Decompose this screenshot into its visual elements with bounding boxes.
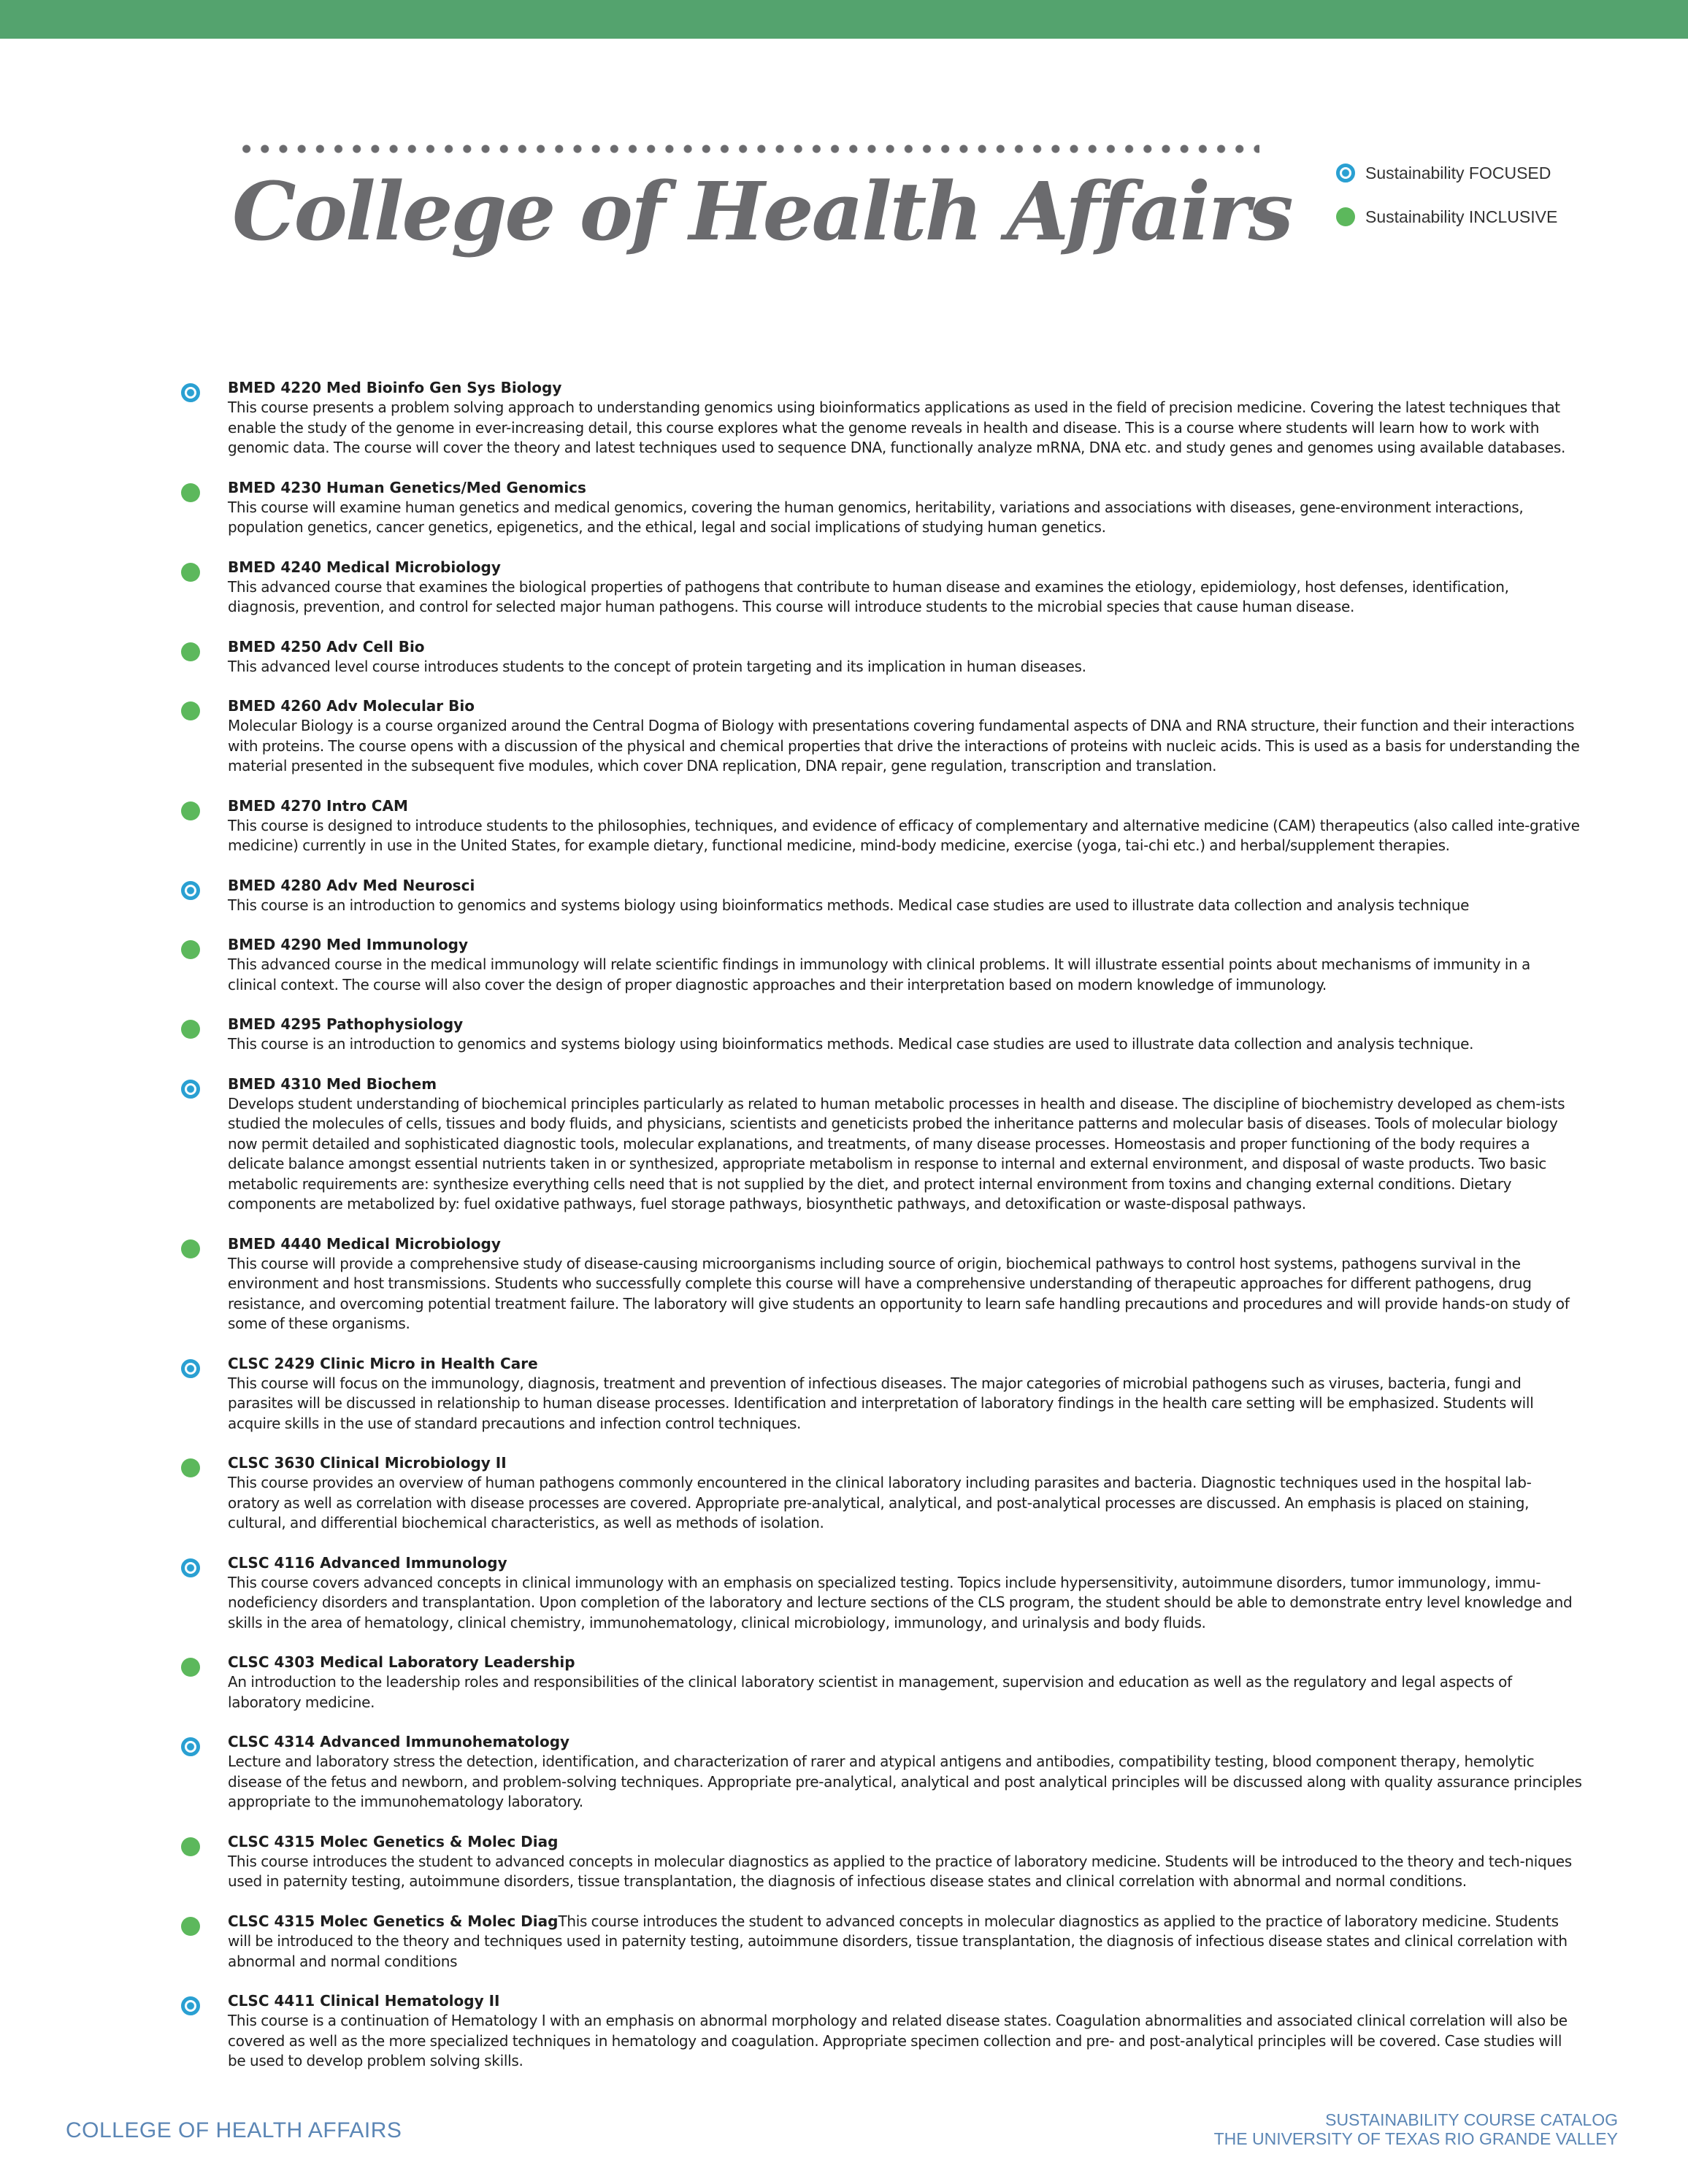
course-entry — [181, 1991, 1583, 2072]
legend — [1336, 161, 1557, 248]
course-entry — [181, 558, 1583, 618]
course-description: This advanced level course introduces students to the concept of protein targeting and its implication in human diseases. — [228, 657, 1086, 675]
focused-icon — [181, 1737, 200, 1756]
inclusive-icon — [181, 940, 200, 959]
course-entry — [181, 1234, 1583, 1334]
legend-label-inclusive: Sustainability INCLUSIVE — [1365, 207, 1558, 226]
course-title: BMED 4440 Medical Microbiology — [228, 1234, 501, 1253]
course-description: This advanced course in the medical immunology will relate scientific findings in immunology with clinical problems. It will illustrate essential points about mechanisms of immunity in a clinical context. The course will also cover the design of proper diagnostic approaches and their interpretation based on modern knowledge of immunology. — [228, 956, 1530, 993]
course-entry — [181, 478, 1583, 538]
course-description: This course will provide a comprehensive study of disease-causing microorganisms including source of origin, biochemical pathways to control host systems, pathogens survival in the environment and host transmissions. Students who successfully complete this course will have a comprehensive understanding of therapeutic approaches for different pathogens, drug resistance, and overcoming potential treatment failure. The laboratory will give students an opportunity to learn safe handling precautions and procedures and will provide hands-on study of some of these organisms. — [228, 1254, 1570, 1332]
course-title: CLSC 2429 Clinic Micro in Health Care — [228, 1354, 538, 1372]
course-description: Molecular Biology is a course organized around the Central Dogma of Biology with presentations covering fundamental aspects of DNA and RNA structure, their function and their interactions with proteins. The course opens with a discussion of the physical and chemical properties that drive the interactions of proteins with nucleic acids. This is used as a basis for understanding the material presented in the subsequent five modules, which cover DNA replication, DNA repair, gene regulation, transcription and translation. — [228, 717, 1580, 774]
focused-icon — [181, 1080, 200, 1099]
dotted-rule — [237, 141, 1259, 157]
course-description: This course introduces the student to advanced concepts in molecular diagnostics as applied to the practice of laboratory medicine. Students will be introduced to the theory and techniques used in paternity testing, autoimmune disorders, tissue transplantation, the diagnosis of infectious disease states and clinical correlation with abnormal and normal conditions — [228, 1912, 1568, 1970]
course-title: BMED 4270 Intro CAM — [228, 796, 408, 815]
course-title: CLSC 4315 Molec Genetics & Molec Diag — [228, 1832, 559, 1850]
course-list — [181, 378, 1583, 2091]
course-entry — [181, 1015, 1583, 1055]
course-title: BMED 4260 Adv Molecular Bio — [228, 697, 475, 715]
course-entry — [181, 1832, 1583, 1892]
course-entry — [181, 1912, 1583, 1972]
inclusive-icon — [181, 1837, 200, 1856]
course-entry — [181, 378, 1583, 458]
focused-icon — [181, 1996, 200, 2015]
course-description: This course presents a problem solving approach to understanding genomics using bioinformatics applications as used in the field of precision medicine. Covering the latest techniques that enable the study of the genome in ever-increasing detail, this course explores what the genome reveals in health and disease. This is a course where students will learn how to work with genomic data. The course will cover the theory and latest techniques used to sequence DNA, functionally analyze mRNA, DNA etc. and study genes and genomes using available databases. — [228, 399, 1566, 456]
course-entry — [181, 696, 1583, 777]
inclusive-icon — [181, 1658, 200, 1677]
course-title: BMED 4310 Med Biochem — [228, 1074, 437, 1093]
course-description: An introduction to the leadership roles and responsibilities of the clinical laboratory scientist in management, supervision and education as well as the regulatory and legal aspects of laboratory medicine. — [228, 1673, 1512, 1711]
course-title: BMED 4290 Med Immunology — [228, 936, 469, 953]
inclusive-icon — [181, 801, 200, 820]
course-title: CLSC 4303 Medical Laboratory Leadership — [228, 1653, 575, 1671]
course-description: Develops student understanding of biochemical principles particularly as related to human metabolic processes in health and disease. The discipline of biochemistry developed as chem-ists studied the molecules of cells, tissues and body fluids, and physicians, scientists and geneticists probed the inheritance patterns and molecular basis of diseases. Tools of molecular biology now permit detailed and sophisticated diagnostic tools, molecular explanations, and treatments, of many disease processes. Homeostasis and proper functioning of the body requires a delicate balance amongst essential nutrients taken in or synthesized, appropriate metabolism in response to internal and external environment, and disposal of waste products. Two basic metabolic requirements are: synthesize everything cells need that is not supplied by the diet, and protect internal environment from toxins and changing external conditions. Dietary components are metabolized by: fuel oxidative pathways, fuel storage pathways, biosynthetic pathways, and detoxification or waste-disposal pathways. — [228, 1094, 1565, 1212]
course-description: This course is a continuation of Hematology I with an emphasis on abnormal morphology and related disease states. Coagulation abnormalities and associated clinical correlation will also be covered as well as the more specialized techniques in hematology and coagulation. Appropriate specimen collection and pre- and post-analytical principles will be covered. Case studies will be used to develop problem solving skills. — [228, 2012, 1568, 2069]
course-description: Lecture and laboratory stress the detection, identification, and characterization of rarer and atypical antigens and antibodies, compatibility testing, blood component therapy, hemolytic disease of the fetus and newborn, and problem-solving techniques. Appropriate pre-analytical, analytical and post analytical principles will be discussed along with quality assurance principles appropriate to the immunohematology laboratory. — [228, 1753, 1582, 1810]
focused-icon — [181, 1558, 200, 1577]
course-entry — [181, 1354, 1583, 1434]
top-color-bar — [0, 0, 1688, 39]
course-title: BMED 4250 Adv Cell Bio — [228, 637, 425, 655]
inclusive-icon — [181, 483, 200, 502]
course-description: This course provides an overview of human pathogens commonly encountered in the clinical laboratory including parasites and bacteria. Diagnostic techniques used in the hospital lab-oratory as well as correlation with disease processes are covered. Appropriate pre-analytical, analytical, and post-analytical processes are discussed. An emphasis is placed on staining, cultural, and differential biochemical characteristics, as well as methods of isolation. — [228, 1474, 1532, 1531]
course-entry — [181, 1074, 1583, 1215]
legend-item-inclusive — [1336, 204, 1557, 229]
focused-icon — [181, 881, 200, 900]
course-description: This course introduces the student to advanced concepts in molecular diagnostics as applied to the practice of laboratory medicine. Students will be introduced to the theory and tech-niques used in paternity testing, autoimmune disorders, tissue transplantation, the diagnosis of infectious disease states and clinical correlation with abnormal and normal conditions. — [228, 1852, 1572, 1890]
course-description: This course is an introduction to genomics and systems biology using bioinformatics methods. Medical case studies are used to illustrate data collection and analysis technique. — [228, 1035, 1474, 1053]
course-title: CLSC 4315 Molec Genetics & Molec Diag — [228, 1912, 559, 1930]
course-title: CLSC 4116 Advanced Immunology — [228, 1553, 507, 1572]
course-title: BMED 4230 Human Genetics/Med Genomics — [228, 478, 586, 496]
course-description: This course is an introduction to genomics and systems biology using bioinformatics methods. Medical case studies are used to illustrate data collection and analysis technique — [228, 896, 1470, 914]
legend-label-focused: Sustainability FOCUSED — [1365, 163, 1551, 182]
inclusive-icon — [181, 1239, 200, 1258]
course-title: BMED 4240 Medical Microbiology — [228, 558, 501, 576]
course-description: This course is designed to introduce students to the philosophies, techniques, and evidence of efficacy of complementary and alternative medicine (CAM) therapeutics (also called inte-grative medicine) currently in use in the United States, for example dietary, functional medicine, mind-body medicine, exercise (yoga, tai-chi etc.) and herbal/supplement therapies. — [228, 816, 1580, 854]
course-description: This course covers advanced concepts in clinical immunology with an emphasis on specialized testing. Topics include hypersensitivity, autoimmune disorders, tumor immunology, immu-nodeficiency disorders and transplantation. Upon completion of the laboratory and lecture sections of the CLS program, the student should be able to demonstrate entry level knowledge and skills in the area of hematology, clinical chemistry, immunohematology, clinical microbiology, immunology, and urinalysis and body fluids. — [228, 1573, 1573, 1631]
course-description: This course will examine human genetics and medical genomics, covering the human genomics, heritability, variations and associations with diseases, gene-environment interactions, population genetics, cancer genetics, epigenetics, and the ethical, legal and social implications of studying human genetics. — [228, 498, 1524, 536]
inclusive-icon — [181, 1020, 200, 1039]
inclusive-icon — [1336, 207, 1355, 226]
course-entry — [181, 1453, 1583, 1534]
course-description: This course will focus on the immunology, diagnosis, treatment and prevention of infectious diseases. The major categories of microbial pathogens such as viruses, bacteria, fungi and parasites will be discussed in relationship to human disease processes. Identification and interpretation of laboratory findings in the health care setting will be emphasized. Students will acquire skills in the use of standard precautions and infection control techniques. — [228, 1374, 1534, 1432]
course-title: CLSC 3630 Clinical Microbiology II — [228, 1454, 507, 1472]
footer-university-name: THE UNIVERSITY OF TEXAS RIO GRANDE VALLEY — [1213, 2129, 1618, 2148]
focused-icon — [1336, 164, 1355, 182]
course-entry — [181, 796, 1583, 856]
legend-item-focused — [1336, 161, 1557, 185]
course-entry — [181, 637, 1583, 677]
focused-icon — [181, 383, 200, 402]
course-title: BMED 4280 Adv Med Neurosci — [228, 876, 475, 894]
course-entry — [181, 935, 1583, 995]
course-title: BMED 4295 Pathophysiology — [228, 1015, 464, 1033]
focused-icon — [181, 1359, 200, 1378]
course-entry — [181, 1553, 1583, 1634]
inclusive-icon — [181, 563, 200, 582]
footer-catalog-title: SUSTAINABILITY COURSE CATALOG — [1325, 2110, 1618, 2129]
course-title: CLSC 4411 Clinical Hematology II — [228, 1992, 500, 2010]
course-title: BMED 4220 Med Bioinfo Gen Sys Biology — [228, 379, 562, 396]
inclusive-icon — [181, 701, 200, 720]
footer-college-name: COLLEGE OF HEALTH AFFAIRS — [66, 2118, 402, 2142]
inclusive-icon — [181, 1458, 200, 1477]
course-entry — [181, 1653, 1583, 1712]
page-title: College of Health Affairs — [232, 164, 1292, 258]
footer-catalog-info — [1214, 2110, 1618, 2148]
inclusive-icon — [181, 1917, 200, 1936]
inclusive-icon — [181, 642, 200, 661]
course-title: CLSC 4314 Advanced Immunohematology — [228, 1733, 570, 1750]
course-entry — [181, 1732, 1583, 1812]
course-entry — [181, 876, 1583, 916]
course-description: This advanced course that examines the biological properties of pathogens that contribute to human disease and examines the etiology, epidemiology, host defenses, identification, diagnosis, prevention, and control for selected major human pathogens. This course will introduce students to the microbial species that cause human disease. — [228, 577, 1509, 615]
